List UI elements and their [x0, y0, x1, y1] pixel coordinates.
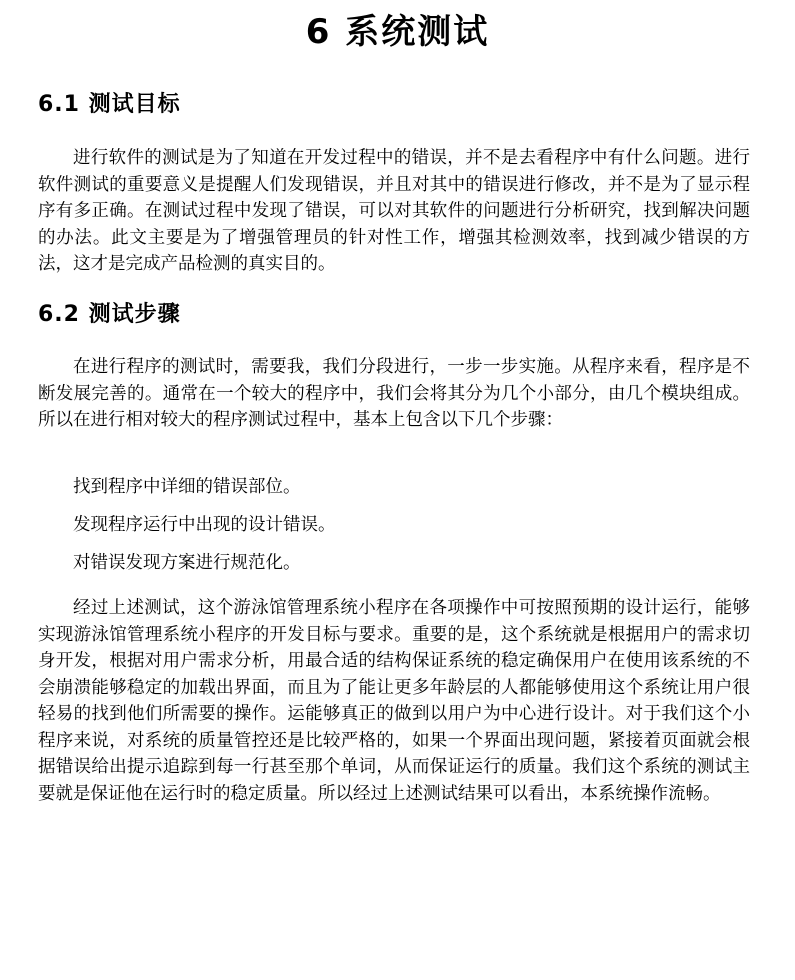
step-item-2: 发现程序运行中出现的设计错误。: [73, 515, 336, 535]
section-heading-6-1: 6.1 测试目标: [38, 92, 181, 117]
paragraph-test-goal: 进行软件的测试是为了知道在开发过程中的错误，并不是去看程序中有什么问题。进行软件测试的重要意义是提醒人们发现错误，并且对其中的错误进行修改，并不是为了显示程序有多正确。在测试过程中发现了错误，可以对其软件的问题进行分析研究，找到解决问题的办法。此文主要是为了增强管理员的针对性工作，增强其检测效率，找到减少错误的方法，这才是完成产品检测的真实目的。: [38, 148, 750, 274]
paragraph-test-conclusion: 经过上述测试，这个游泳馆管理系统小程序在各项操作中可按照预期的设计运行，能够实现游泳馆管理系统小程序的开发目标与要求。重要的是，这个系统就是根据用户的需求切身开发，根据对用户需求分析，用最合适的结构保证系统的稳定确保用户在使用该系统的不会崩溃能够稳定的加载出界面，而且为了能让更多年龄层的人都能够使用这个系统让用户很轻易的找到他们所需要的操作。运能够真正的做到以用户为中心进行设计。对于我们这个小程序来说，对系统的质量管控还是比较严格的，如果一个界面出现问题，紧接着页面就会根据错误给出提示追踪到每一行甚至那个单词，从而保证运行的质量。我们这个系统的测试主要就是保证他在运行时的稳定质量。所以经过上述测试结果可以看出，本系统操作流畅。: [38, 598, 750, 804]
chapter-title: 6 系统测试: [305, 12, 490, 52]
section-heading-6-2: 6.2 测试步骤: [38, 302, 181, 327]
paragraph-test-steps-intro: 在进行程序的测试时，需要我，我们分段进行，一步一步实施。从程序来看，程序是不断发展完善的。通常在一个较大的程序中，我们会将其分为几个小部分，由几个模块组成。所以在进行相对较大的程序测试过程中，基本上包含以下几个步骤：: [38, 357, 750, 430]
step-item-1: 找到程序中详细的错误部位。: [73, 477, 301, 497]
step-item-3: 对错误发现方案进行规范化。: [73, 553, 301, 573]
